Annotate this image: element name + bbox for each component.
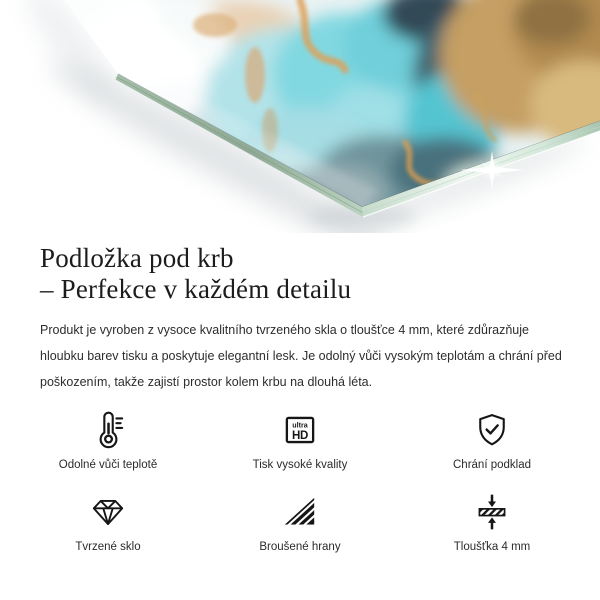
ultra-hd-icon-text-top: ultra <box>292 421 308 430</box>
feature-label: Tisk vysoké kvality <box>252 459 348 471</box>
diamond-icon <box>87 491 129 533</box>
beveled-edge-icon <box>279 491 321 533</box>
feature-heat-resistance <box>12 409 204 471</box>
compressed-thickness-icon <box>471 491 513 533</box>
page-title <box>40 243 560 305</box>
product-hero-image <box>0 0 600 233</box>
product-description: Produkt je vyroben z vysoce kvalitního tvrzeného skla o tloušťce 4 mm, které zdůrazňuje hloubku barev tisku a poskytuje elegantní lesk. Je odolný vůči vysokým teplotám a chrání před poškozením, takže zajistí prostor kolem krbu na dlouhá léta. <box>40 323 562 389</box>
title-line-2: – Perfekce v každém detailu <box>40 274 352 304</box>
feature-print-quality <box>204 409 396 471</box>
feature-protects-floor <box>396 409 588 471</box>
title-line-1: Podložka pod krb <box>40 243 234 273</box>
feature-grid <box>12 409 588 553</box>
feature-label: Tloušťka 4 mm <box>453 541 531 553</box>
feature-label: Tvrzené sklo <box>75 541 141 553</box>
product-info-section <box>0 243 600 553</box>
feature-label: Broušené hrany <box>259 541 341 553</box>
shield-check-icon <box>471 409 513 451</box>
feature-tempered-glass <box>12 491 204 553</box>
feature-thickness <box>396 491 588 553</box>
ultra-hd-icon-text-bottom: HD <box>291 429 309 442</box>
feature-label: Chrání podklad <box>453 459 531 471</box>
feature-label: Odolné vůči teplotě <box>58 459 158 471</box>
ultra-hd-icon <box>279 409 321 451</box>
thermometer-icon <box>87 409 129 451</box>
glass-panel-render <box>0 0 600 233</box>
feature-polished-edges <box>204 491 396 553</box>
